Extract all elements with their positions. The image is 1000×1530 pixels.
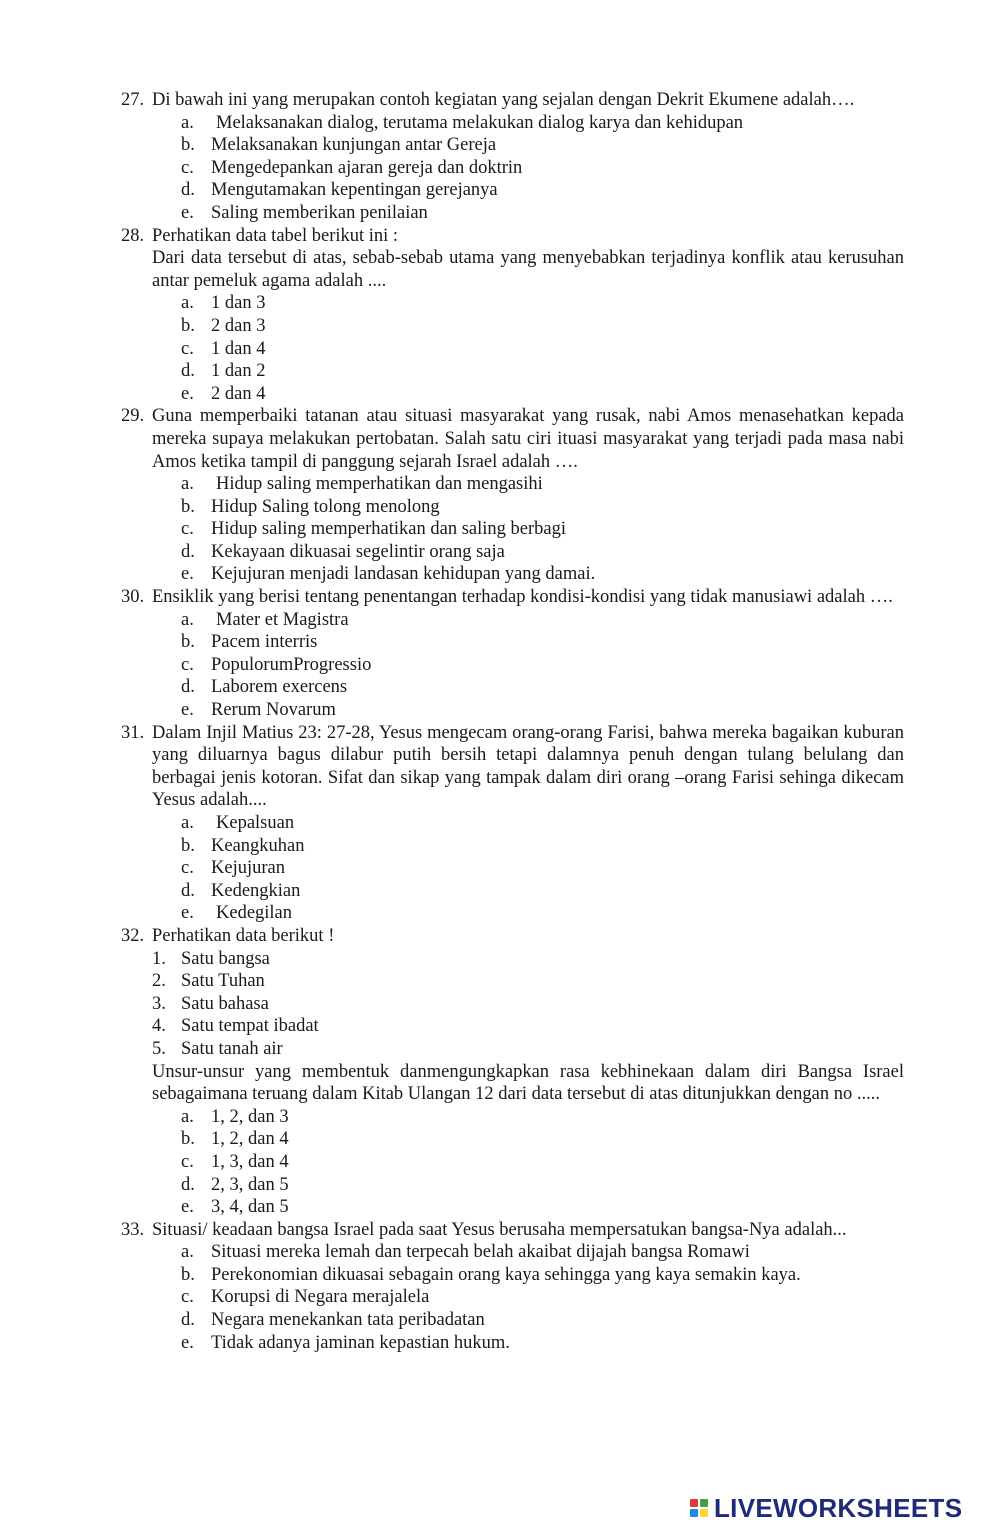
- question-text: Guna memperbaiki tatanan atau situasi masyarakat yang rusak, nabi Amos menasehatkan kepada mereka supaya melakukan pertobatan. Salah satu ciri ituasi masyarakat yang terjadi pada masa nabi Amos ketika tampil di panggung sejarah Israel adalah ….: [152, 406, 904, 472]
- option[interactable]: [0, 292, 1000, 315]
- logo-square-icon: [690, 1499, 698, 1507]
- option[interactable]: [0, 1286, 1000, 1309]
- question-28: [0, 225, 1000, 406]
- option-text: 2, 3, dan 5: [211, 1174, 289, 1195]
- option[interactable]: [0, 315, 1000, 338]
- option[interactable]: [0, 676, 1000, 699]
- question-number: 33.: [121, 1219, 145, 1240]
- option[interactable]: [0, 518, 1000, 541]
- option[interactable]: [0, 473, 1000, 496]
- option-letter: c.: [181, 519, 194, 540]
- option-text: 2 dan 3: [211, 315, 266, 336]
- logo-square-icon: [690, 1509, 698, 1517]
- option-text: Kedegilan: [216, 903, 293, 924]
- option[interactable]: [0, 699, 1000, 722]
- option-text: Kejujuran: [211, 858, 285, 879]
- option[interactable]: [0, 1309, 1000, 1332]
- option-text: Situasi mereka lemah dan terpecah belah akaibat dijajah bangsa Romawi: [211, 1242, 750, 1263]
- option[interactable]: [0, 157, 1000, 180]
- option-text: Mengedepankan ajaran gereja dan doktrin: [211, 157, 523, 178]
- option-letter: e.: [181, 1332, 194, 1353]
- list-number: 5.: [152, 1038, 166, 1059]
- option-text: Kedengkian: [211, 880, 301, 901]
- option-letter: e.: [181, 700, 194, 721]
- option-letter: c.: [181, 338, 194, 359]
- question-33: [0, 1219, 1000, 1355]
- option[interactable]: [0, 631, 1000, 654]
- option-text: 1, 2, dan 4: [211, 1129, 289, 1150]
- question-number: 31.: [121, 722, 145, 743]
- question-text: Ensiklik yang berisi tentang penentangan terhadap kondisi-kondisi yang tidak manusiawi adalah ….: [152, 587, 893, 608]
- option[interactable]: [0, 563, 1000, 586]
- option-text: 1 dan 2: [211, 361, 266, 382]
- option-text: Mater et Magistra: [216, 609, 349, 630]
- option-letter: c.: [181, 157, 194, 178]
- logo-square-icon: [700, 1499, 708, 1507]
- option-letter: a.: [181, 609, 194, 630]
- option-text: Kejujuran menjadi landasan kehidupan yang damai.: [211, 564, 596, 585]
- option[interactable]: [0, 609, 1000, 632]
- option-text: 1, 3, dan 4: [211, 1151, 289, 1172]
- option-letter: a.: [181, 1106, 194, 1127]
- option-letter: c.: [181, 1151, 194, 1172]
- option-text: Tidak adanya jaminan kepastian hukum.: [211, 1332, 510, 1353]
- question-paragraph: Dari data tersebut di atas, sebab-sebab utama yang menyebabkan terjadinya konflik atau kerusuhan antar pemeluk agama adalah ....: [152, 248, 904, 291]
- question-29: [0, 405, 1000, 586]
- option-letter: c.: [181, 654, 194, 675]
- option-text: 1, 2, dan 3: [211, 1106, 289, 1127]
- option-letter: c.: [181, 858, 194, 879]
- list-item: [0, 970, 1000, 993]
- list-item: [0, 1038, 1000, 1061]
- option[interactable]: [0, 1241, 1000, 1264]
- list-text: Satu bahasa: [181, 993, 269, 1014]
- option[interactable]: [0, 1128, 1000, 1151]
- option-text: Hidup saling memperhatikan dan saling berbagi: [211, 519, 567, 540]
- option-text: Hidup Saling tolong menolong: [211, 496, 440, 517]
- list-item: [0, 1015, 1000, 1038]
- option-letter: a.: [181, 474, 194, 495]
- option[interactable]: [0, 654, 1000, 677]
- question-text: Di bawah ini yang merupakan contoh kegiatan yang sejalan dengan Dekrit Ekumene adalah….: [152, 90, 855, 110]
- option-text: Negara menekankan tata peribadatan: [211, 1310, 485, 1331]
- option-text: Hidup saling memperhatikan dan mengasihi: [216, 474, 543, 495]
- question-number: 32.: [121, 925, 145, 946]
- question-32: [0, 925, 1000, 1219]
- logo-square-icon: [700, 1509, 708, 1517]
- list-text: Satu tempat ibadat: [181, 1016, 319, 1037]
- question-text: Situasi/ keadaan bangsa Israel pada saat Yesus berusaha mempersatukan bangsa-Nya adalah...: [152, 1219, 847, 1240]
- option[interactable]: [0, 1264, 1000, 1287]
- option-letter: b.: [181, 1129, 195, 1150]
- option-text: PopulorumProgressio: [211, 654, 372, 675]
- option-text: Saling memberikan penilaian: [211, 202, 428, 223]
- option-text: Melaksanakan dialog, terutama melakukan dialog karya dan kehidupan: [216, 112, 744, 133]
- question-number: 29.: [121, 406, 145, 427]
- option-letter: b.: [181, 835, 195, 856]
- option-letter: d.: [181, 180, 195, 201]
- question-number: 30.: [121, 587, 145, 608]
- option-letter: e.: [181, 383, 194, 404]
- question-text: Perhatikan data tabel berikut ini :: [152, 225, 399, 246]
- option[interactable]: [0, 812, 1000, 835]
- question-31: [0, 722, 1000, 925]
- option[interactable]: [0, 541, 1000, 564]
- option-letter: a.: [181, 293, 194, 314]
- option-letter: b.: [181, 1264, 195, 1285]
- option[interactable]: [0, 1174, 1000, 1197]
- option-letter: c.: [181, 1287, 194, 1308]
- option-text: Kekayaan dikuasai segelintir orang saja: [211, 541, 505, 562]
- question-number: 28.: [121, 225, 145, 246]
- option[interactable]: [0, 179, 1000, 202]
- option-letter: b.: [181, 315, 195, 336]
- option-text: 2 dan 4: [211, 383, 266, 404]
- list-number: 1.: [152, 948, 166, 969]
- option[interactable]: [0, 835, 1000, 858]
- option-letter: e.: [181, 202, 194, 223]
- question-30: [0, 586, 1000, 722]
- logo-text: LIVEWORKSHEETS: [714, 1492, 963, 1523]
- list-text: Satu bangsa: [181, 948, 270, 969]
- list-item: [0, 948, 1000, 971]
- list-item: [0, 993, 1000, 1016]
- list-text: Satu Tuhan: [181, 971, 265, 992]
- option-text: Keangkuhan: [211, 835, 305, 856]
- option[interactable]: [0, 383, 1000, 406]
- option-text: Korupsi di Negara merajalela: [211, 1287, 430, 1308]
- list-text: Satu tanah air: [181, 1038, 283, 1059]
- option-letter: b.: [181, 632, 195, 653]
- option[interactable]: [0, 202, 1000, 225]
- option-letter: e.: [181, 564, 194, 585]
- option-letter: a.: [181, 1242, 194, 1263]
- question-text: Dalam Injil Matius 23: 27-28, Yesus mengecam orang-orang Farisi, bahwa mereka bagaikan kuburan yang diluarnya bagus dilabur putih bersih tetapi dalamnya penuh dengan tulang belulang dan berbagai jenis kotoran. Sifat dan sikap yang tampak dalam diri orang –orang Farisi sehinga dikecam Yesus adalah....: [152, 722, 904, 811]
- option[interactable]: [0, 338, 1000, 361]
- option[interactable]: [0, 1151, 1000, 1174]
- option[interactable]: [0, 1332, 1000, 1355]
- option[interactable]: [0, 1196, 1000, 1219]
- option-letter: d.: [181, 361, 195, 382]
- option-text: Kepalsuan: [216, 813, 295, 833]
- logo-grid-icon: [690, 1499, 708, 1517]
- question-number: 27.: [121, 90, 145, 110]
- option-text: 1 dan 4: [211, 338, 266, 359]
- option-letter: d.: [181, 541, 195, 562]
- option-letter: d.: [181, 677, 195, 698]
- option[interactable]: [0, 134, 1000, 157]
- option-text: Pacem interris: [211, 632, 318, 653]
- option-text: 1 dan 3: [211, 293, 266, 314]
- option-letter: b.: [181, 135, 195, 156]
- list-number: 2.: [152, 971, 166, 992]
- option-letter: b.: [181, 496, 195, 517]
- list-number: 3.: [152, 993, 166, 1014]
- option-letter: a.: [181, 813, 194, 833]
- option-text: Rerum Novarum: [211, 700, 336, 721]
- option[interactable]: [0, 1106, 1000, 1129]
- question-27: [0, 89, 1000, 225]
- option[interactable]: [0, 857, 1000, 880]
- option-text: Mengutamakan kepentingan gerejanya: [211, 180, 498, 201]
- option-letter: d.: [181, 1174, 195, 1195]
- option[interactable]: [0, 360, 1000, 383]
- option-text: Melaksanakan kunjungan antar Gereja: [211, 135, 497, 156]
- option-text: Laborem exercens: [211, 677, 348, 698]
- option[interactable]: [0, 902, 1000, 925]
- option-letter: e.: [181, 1197, 194, 1218]
- option-text: Perekonomian dikuasai sebagain orang kaya sehingga yang kaya semakin kaya.: [211, 1264, 801, 1285]
- question-paragraph: Unsur-unsur yang membentuk danmengungkapkan rasa kebhinekaan dalam diri Bangsa Israel sebagaimana teruang dalam Kitab Ulangan 12 dari data tersebut di atas ditunjukkan dengan no .....: [152, 1061, 904, 1105]
- option[interactable]: [0, 112, 1000, 135]
- option-letter: e.: [181, 903, 194, 924]
- option-letter: d.: [181, 880, 195, 901]
- question-text: Perhatikan data berikut !: [152, 925, 335, 946]
- worksheet-page: [0, 89, 1000, 1354]
- option-text: 3, 4, dan 5: [211, 1197, 289, 1218]
- option-letter: a.: [181, 112, 194, 133]
- option[interactable]: [0, 496, 1000, 519]
- option[interactable]: [0, 880, 1000, 903]
- liveworksheets-logo[interactable]: [690, 1492, 962, 1524]
- list-number: 4.: [152, 1016, 166, 1037]
- option-letter: d.: [181, 1310, 195, 1331]
